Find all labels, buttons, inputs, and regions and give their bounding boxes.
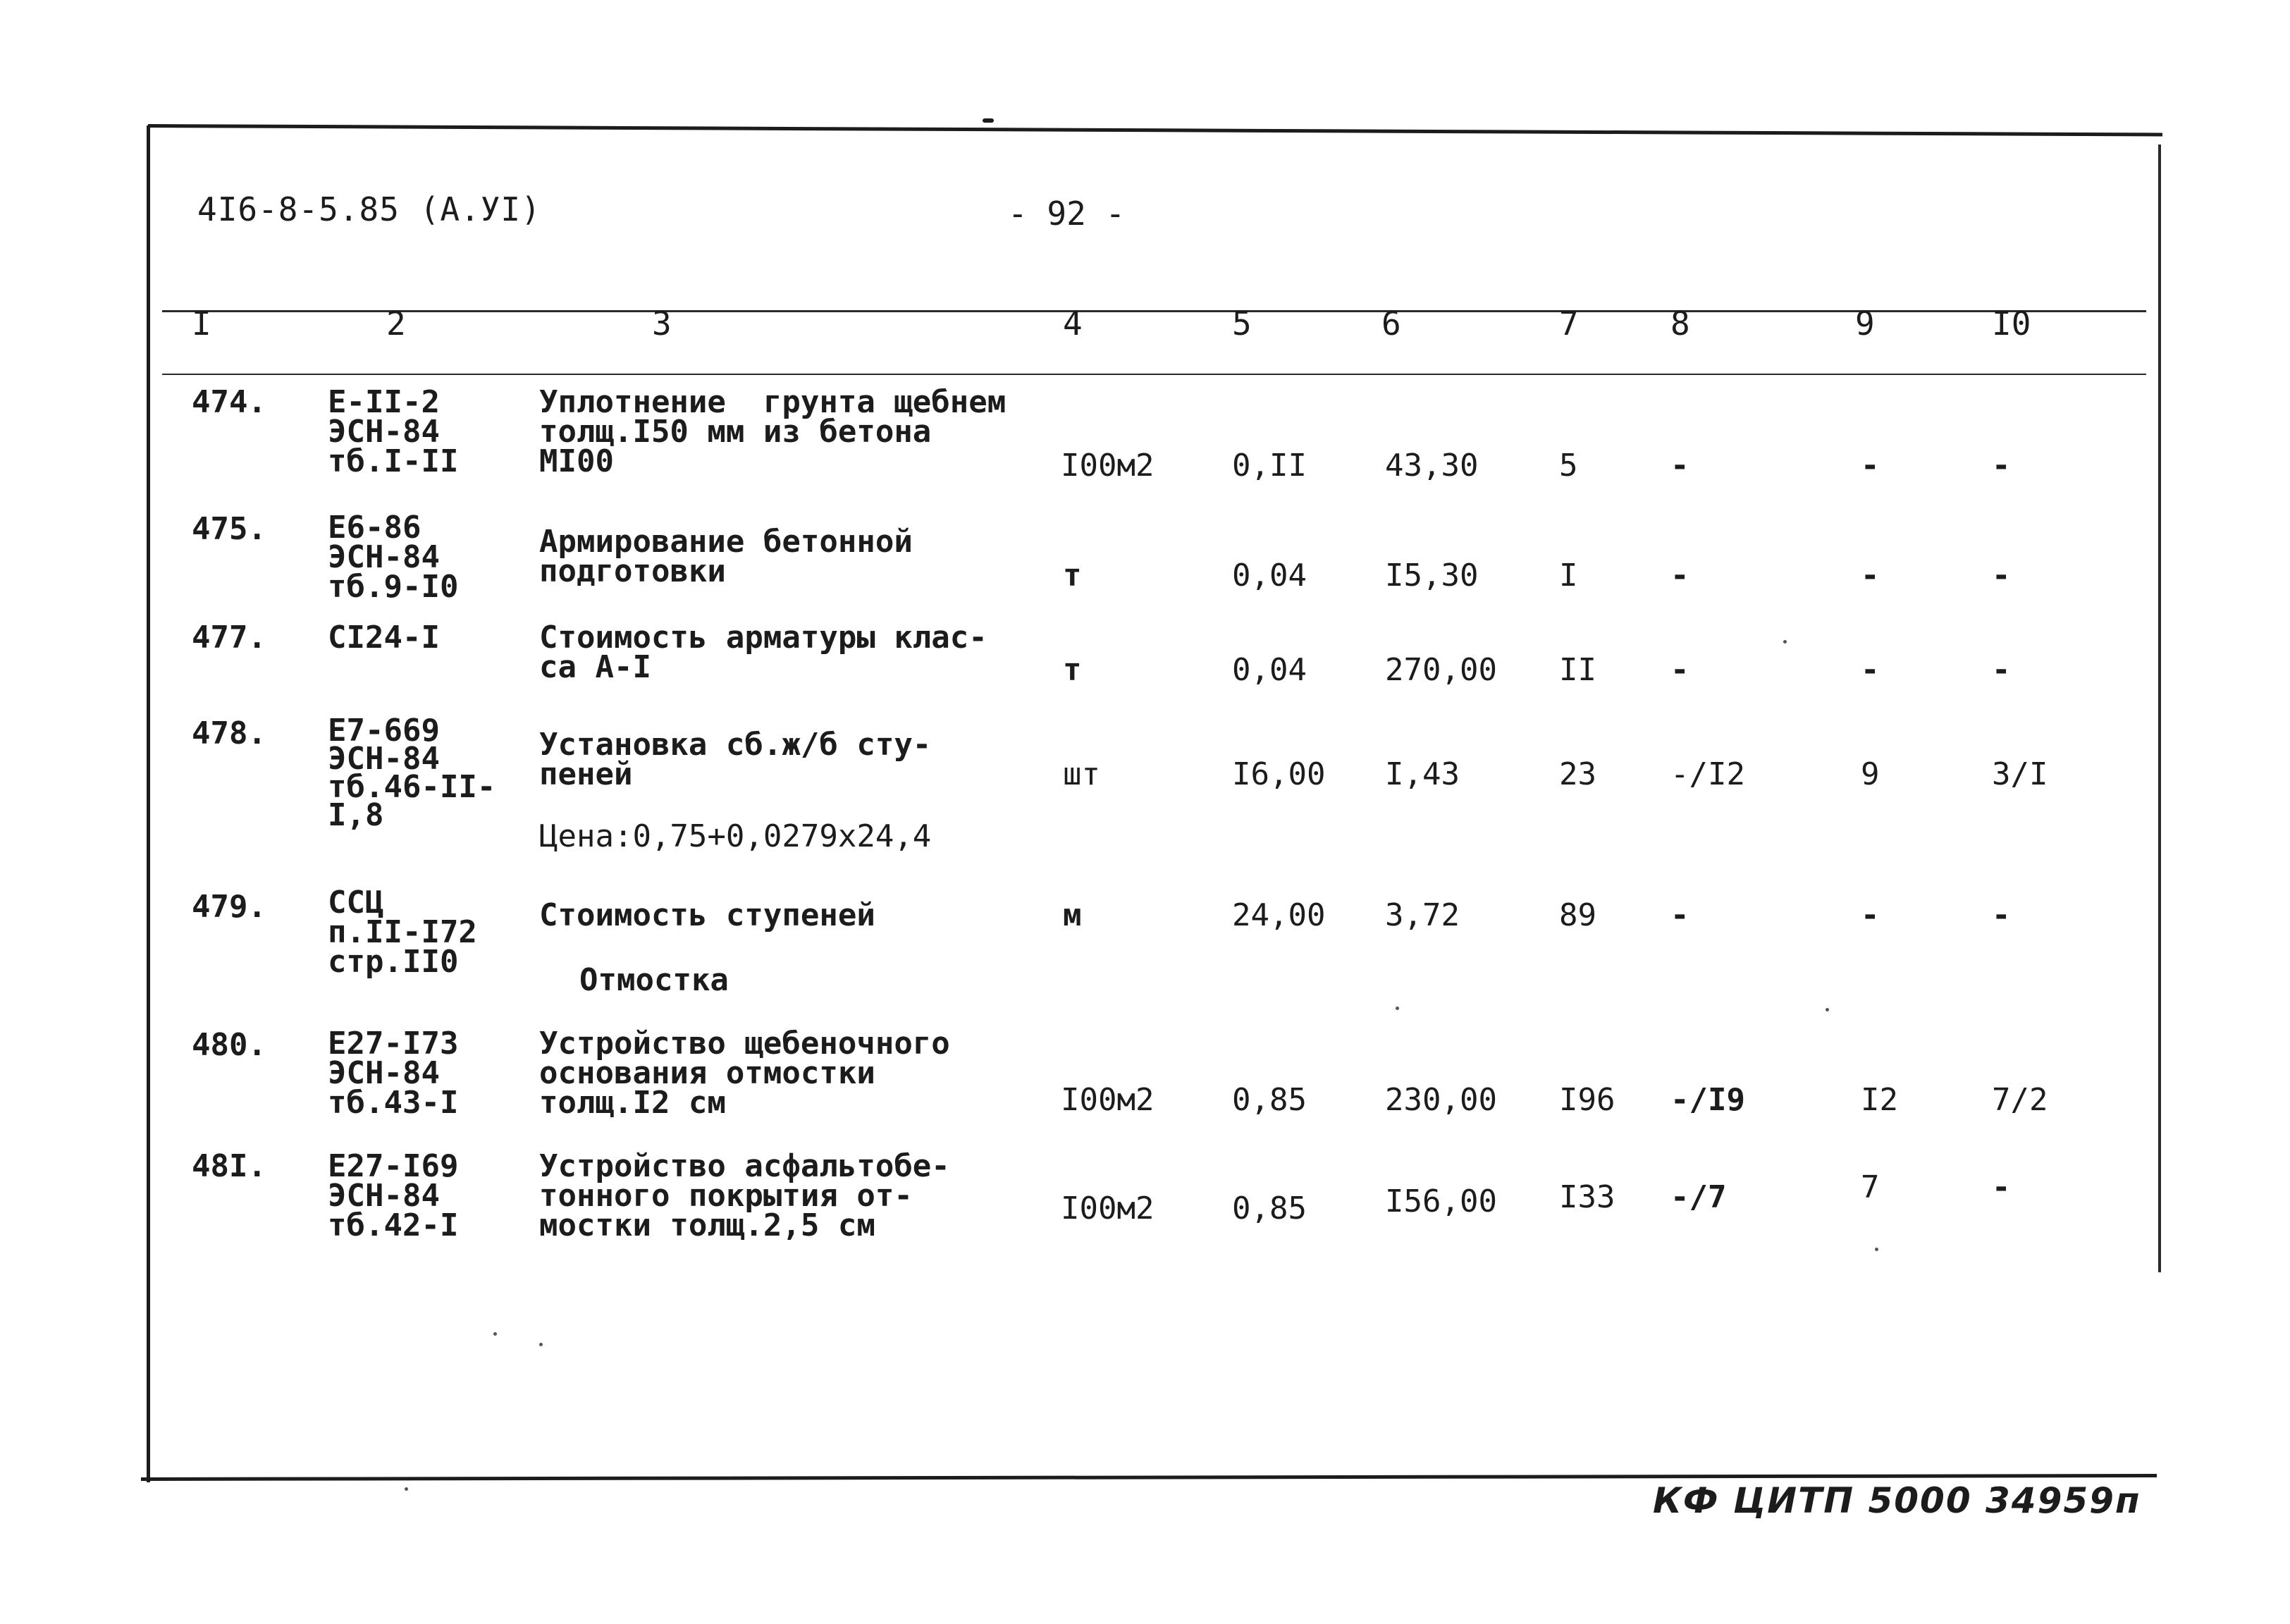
description-line: толщ.I50 мм из бетона: [539, 414, 932, 450]
row-number: 477.: [192, 620, 266, 656]
description-line: Армирование бетонной: [539, 524, 913, 560]
code-line: I,8: [328, 797, 384, 833]
code-line: Е27-I73: [328, 1026, 459, 1062]
description-line: Уплотнение грунта щебнем: [539, 384, 1007, 420]
unit: I00м2: [1061, 1191, 1155, 1226]
row-number: 474.: [192, 384, 266, 420]
column-9-value: -: [1861, 448, 1880, 484]
section-title: Отмостка: [579, 962, 729, 998]
quantity: 0,04: [1232, 558, 1307, 593]
code-line: п.II-I72: [328, 914, 477, 950]
column-7-value: I: [1559, 558, 1578, 593]
column-8-value: -: [1670, 448, 1689, 484]
code-line: стр.II0: [328, 944, 459, 980]
unit-price: 43,30: [1385, 448, 1479, 484]
code-line: тб.I-II: [328, 443, 459, 479]
column-10-value: 3/I: [1992, 756, 2048, 792]
code-line: Е27-I69: [328, 1148, 459, 1184]
unit: I00м2: [1061, 448, 1155, 484]
column-8-value: -/I2: [1670, 756, 1745, 792]
column-9-value: I2: [1861, 1082, 1898, 1118]
description-line: основания отмостки: [539, 1055, 875, 1091]
code-line: Е-II-2: [328, 384, 440, 420]
column-number-8: 8: [1670, 304, 1690, 343]
description-line: МI00: [539, 443, 614, 479]
code-line: ЭСН-84: [328, 414, 440, 450]
unit: м: [1063, 897, 1082, 933]
description-line: толщ.I2 см: [539, 1085, 726, 1121]
code-line: ЭСН-84: [328, 741, 440, 777]
frame-left-border: [147, 125, 150, 1482]
unit: шт: [1063, 756, 1100, 792]
code-line: тб.43-I: [328, 1085, 459, 1121]
column-number-2: 2: [386, 304, 406, 343]
top-mark: [983, 118, 994, 123]
description-line: Стоимость ступеней: [539, 897, 875, 933]
column-9-value: -: [1861, 558, 1880, 593]
unit-price: I56,00: [1385, 1183, 1497, 1219]
document-code: 4I6-8-5.85 (A.УI): [197, 190, 541, 228]
code-line: ЭСН-84: [328, 539, 440, 575]
column-8-value: -: [1670, 558, 1689, 593]
row-number: 480.: [192, 1027, 266, 1063]
quantity: 0,85: [1232, 1082, 1307, 1118]
unit: т: [1063, 652, 1082, 688]
column-header-top-line: [162, 310, 2146, 312]
row-number: 48I.: [192, 1148, 266, 1184]
code-line: ЭСН-84: [328, 1055, 440, 1091]
column-number-1: I: [192, 304, 211, 343]
unit-price: I5,30: [1385, 558, 1479, 593]
description-line: тонного покрытия от-: [539, 1178, 913, 1214]
column-number-5: 5: [1232, 304, 1252, 343]
archive-stamp: КФ ЦИТП 5000 34959п: [1653, 1480, 2141, 1521]
row-number: 475.: [192, 511, 266, 547]
column-8-value: -/7: [1670, 1179, 1727, 1215]
description-line: подготовки: [539, 553, 726, 589]
row-number: 478.: [192, 715, 266, 751]
scan-speck: [405, 1487, 408, 1491]
quantity: I6,00: [1232, 756, 1326, 792]
column-9-value: 9: [1861, 756, 1880, 792]
description-line: мостки толщ.2,5 см: [539, 1207, 875, 1243]
scan-speck: [1875, 1248, 1878, 1251]
unit: I00м2: [1061, 1082, 1155, 1118]
column-10-value: -: [1992, 1169, 2011, 1205]
frame-right-border: [2158, 144, 2161, 1272]
code-line: ЭСН-84: [328, 1178, 440, 1214]
column-number-10: I0: [1992, 304, 2031, 343]
code-line: ССЦ: [328, 885, 384, 921]
column-7-value: 5: [1559, 448, 1578, 484]
scan-speck: [493, 1332, 497, 1336]
column-number-4: 4: [1063, 304, 1083, 343]
column-9-value: -: [1861, 897, 1880, 933]
column-number-7: 7: [1559, 304, 1579, 343]
code-line: тб.9-I0: [328, 569, 459, 605]
page-number: - 92 -: [1008, 195, 1126, 233]
unit-price: I,43: [1385, 756, 1460, 792]
column-10-value: 7/2: [1992, 1082, 2048, 1118]
code-line: Е6-86: [328, 510, 421, 546]
quantity: 24,00: [1232, 897, 1326, 933]
unit-price: 230,00: [1385, 1082, 1497, 1118]
column-7-value: II: [1559, 652, 1596, 688]
row-number: 479.: [192, 889, 266, 925]
code-line: Е7-669: [328, 713, 440, 749]
column-9-value: 7: [1861, 1169, 1880, 1205]
code-line: тб.42-I: [328, 1207, 459, 1243]
scan-speck: [1396, 1007, 1399, 1010]
unit-price: 270,00: [1385, 652, 1497, 688]
quantity: 0,85: [1232, 1191, 1307, 1226]
scan-speck: [539, 1343, 543, 1346]
column-10-value: -: [1992, 897, 2011, 933]
column-10-value: -: [1992, 652, 2011, 688]
code-line: тб.46-II-: [328, 769, 496, 805]
description-line: са А-I: [539, 649, 651, 685]
description-line: Стоимость арматуры клас-: [539, 620, 987, 656]
column-10-value: -: [1992, 448, 2011, 484]
price-formula: Цена:0,75+0,0279х24,4: [539, 818, 932, 854]
unit-price: 3,72: [1385, 897, 1460, 933]
scan-speck: [1783, 640, 1787, 644]
column-7-value: I33: [1559, 1179, 1615, 1215]
frame-top-border: [148, 124, 2162, 136]
column-number-9: 9: [1855, 304, 1875, 343]
column-number-6: 6: [1381, 304, 1401, 343]
scan-speck: [1826, 1008, 1829, 1011]
column-7-value: 23: [1559, 756, 1596, 792]
description-line: Устройство щебеночного: [539, 1026, 950, 1062]
quantity: 0,II: [1232, 448, 1307, 484]
column-9-value: -: [1861, 652, 1880, 688]
description-line: пеней: [539, 756, 633, 792]
column-10-value: -: [1992, 558, 2011, 593]
column-8-value: -: [1670, 897, 1689, 933]
column-8-value: -: [1670, 652, 1689, 688]
description-line: Устройство асфальтобе-: [539, 1148, 950, 1184]
column-header-bottom-line: [162, 374, 2146, 375]
column-8-value: -/I9: [1670, 1082, 1745, 1118]
unit: т: [1063, 558, 1082, 593]
code-line: СI24-I: [328, 620, 440, 656]
column-7-value: 89: [1559, 897, 1596, 933]
description-line: Установка сб.ж/б сту-: [539, 727, 932, 763]
column-7-value: I96: [1559, 1082, 1615, 1118]
quantity: 0,04: [1232, 652, 1307, 688]
column-number-3: 3: [652, 304, 672, 343]
